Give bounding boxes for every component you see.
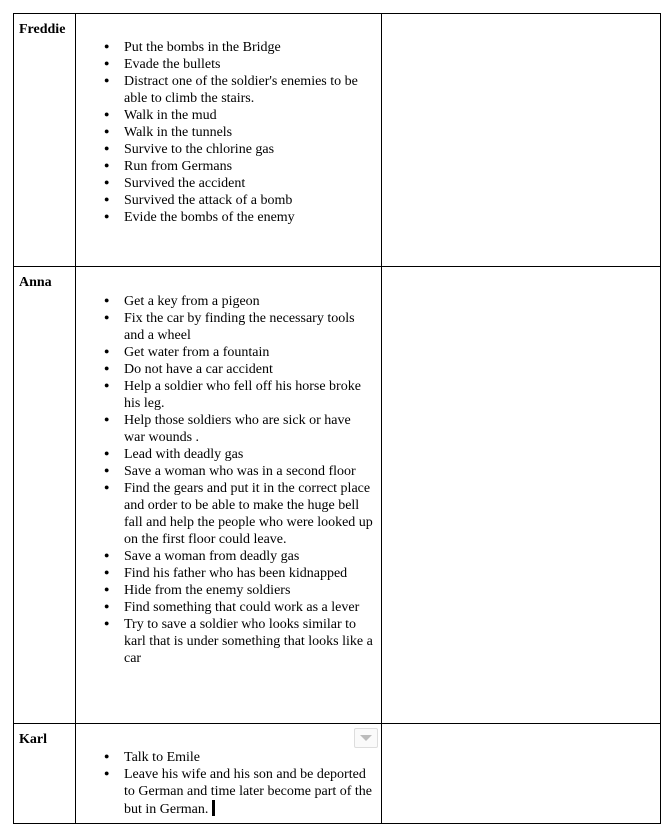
bullet-icon — [104, 293, 116, 311]
list-item-text: Do not have a car accident — [124, 362, 273, 377]
list-item — [76, 39, 381, 56]
bullet-icon — [104, 310, 116, 328]
list-item-text: Walk in the mud — [124, 108, 217, 123]
list-item — [76, 548, 381, 565]
bullet-icon — [104, 463, 116, 481]
list-item — [76, 124, 381, 141]
name-cell — [14, 267, 76, 724]
list-item — [76, 56, 381, 73]
tasks-cell[interactable] — [76, 724, 382, 824]
list-item — [76, 616, 381, 667]
list-item-text: Get a key from a pigeon — [124, 294, 260, 309]
list-item-text: Survived the accident — [124, 176, 246, 191]
cell-menu-dropdown-icon[interactable] — [354, 728, 378, 748]
list-item-text: Walk in the tunnels — [124, 125, 233, 140]
bullet-icon — [104, 616, 116, 634]
tasks-cell[interactable] — [76, 14, 382, 267]
list-item-text: Find something that could work as a lever — [124, 600, 360, 615]
bullet-icon — [104, 192, 116, 210]
table-row — [14, 724, 661, 824]
list-item — [76, 310, 381, 344]
bullet-icon — [104, 73, 116, 91]
list-item-text: Help those soldiers who are sick or have war wounds . — [124, 413, 351, 445]
bullet-icon — [104, 361, 116, 379]
empty-cell[interactable] — [382, 14, 661, 267]
task-list — [76, 724, 381, 818]
text-cursor — [212, 800, 215, 816]
list-item — [76, 565, 381, 582]
bullet-icon — [104, 175, 116, 193]
list-item-text: Get water from a fountain — [124, 345, 270, 360]
table-row — [14, 14, 661, 267]
list-item — [76, 749, 381, 766]
bullet-icon — [104, 378, 116, 396]
bullet-icon — [104, 766, 116, 784]
empty-cell[interactable] — [382, 724, 661, 824]
list-item — [76, 209, 381, 226]
name-cell — [14, 14, 76, 267]
list-item — [76, 192, 381, 209]
list-item-text: Find his father who has been kidnapped — [124, 566, 348, 581]
bullet-icon — [104, 39, 116, 57]
list-item-text: Put the bombs in the Bridge — [124, 40, 281, 55]
bullet-icon — [104, 412, 116, 430]
bullet-icon — [104, 548, 116, 566]
character-name: Anna — [19, 275, 52, 290]
task-list — [76, 267, 381, 667]
empty-cell[interactable] — [382, 267, 661, 724]
list-item — [76, 412, 381, 446]
list-item-text: Find the gears and put it in the correct place and order to be able to make the huge bell fall and help the people who were looked up on the first floor could leave. — [124, 481, 373, 547]
bullet-icon — [104, 582, 116, 600]
list-item-text: Talk to Emile — [124, 750, 201, 765]
name-cell — [14, 724, 76, 824]
list-item-text: Leave his wife and his son and be deported to German and time later become part of the but in German. — [124, 767, 373, 817]
bullet-icon — [104, 480, 116, 498]
list-item-text: Help a soldier who fell off his horse broke his leg. — [124, 379, 361, 411]
list-item-text: Try to save a soldier who looks similar to karl that is under something that looks like a car — [124, 617, 373, 666]
list-item — [76, 175, 381, 192]
bullet-icon — [104, 565, 116, 583]
list-item — [76, 107, 381, 124]
character-name: Freddie — [19, 22, 66, 37]
list-item-text: Lead with deadly gas — [124, 447, 244, 462]
list-item-text: Fix the car by finding the necessary tools and a wheel — [124, 311, 355, 343]
list-item — [76, 361, 381, 378]
list-item — [76, 141, 381, 158]
list-item-text: Evide the bombs of the enemy — [124, 210, 295, 225]
list-item — [76, 73, 381, 107]
bullet-icon — [104, 56, 116, 74]
list-item-text: Survive to the chlorine gas — [124, 142, 275, 157]
list-item — [76, 344, 381, 361]
list-item — [76, 463, 381, 480]
list-item — [76, 766, 381, 818]
character-name: Karl — [19, 732, 47, 747]
task-list — [76, 14, 381, 226]
list-item-text: Hide from the enemy soldiers — [124, 583, 291, 598]
list-item — [76, 293, 381, 310]
bullet-icon — [104, 209, 116, 227]
character-table — [13, 13, 661, 824]
bullet-icon — [104, 141, 116, 159]
bullet-icon — [104, 749, 116, 767]
bullet-icon — [104, 599, 116, 617]
list-item — [76, 599, 381, 616]
bullet-icon — [104, 107, 116, 125]
list-item — [76, 158, 381, 175]
list-item-text: Distract one of the soldier's enemies to be able to climb the stairs. — [124, 74, 358, 106]
list-item-text: Run from Germans — [124, 159, 233, 174]
list-item-text: Survived the attack of a bomb — [124, 193, 293, 208]
tasks-cell[interactable] — [76, 267, 382, 724]
list-item — [76, 446, 381, 463]
list-item — [76, 582, 381, 599]
bullet-icon — [104, 446, 116, 464]
list-item-text: Evade the bullets — [124, 57, 221, 72]
list-item-text: Save a woman from deadly gas — [124, 549, 300, 564]
bullet-icon — [104, 124, 116, 142]
list-item — [76, 480, 381, 548]
list-item — [76, 378, 381, 412]
bullet-icon — [104, 158, 116, 176]
list-item-text: Save a woman who was in a second floor — [124, 464, 356, 479]
bullet-icon — [104, 344, 116, 362]
table-row — [14, 267, 661, 724]
